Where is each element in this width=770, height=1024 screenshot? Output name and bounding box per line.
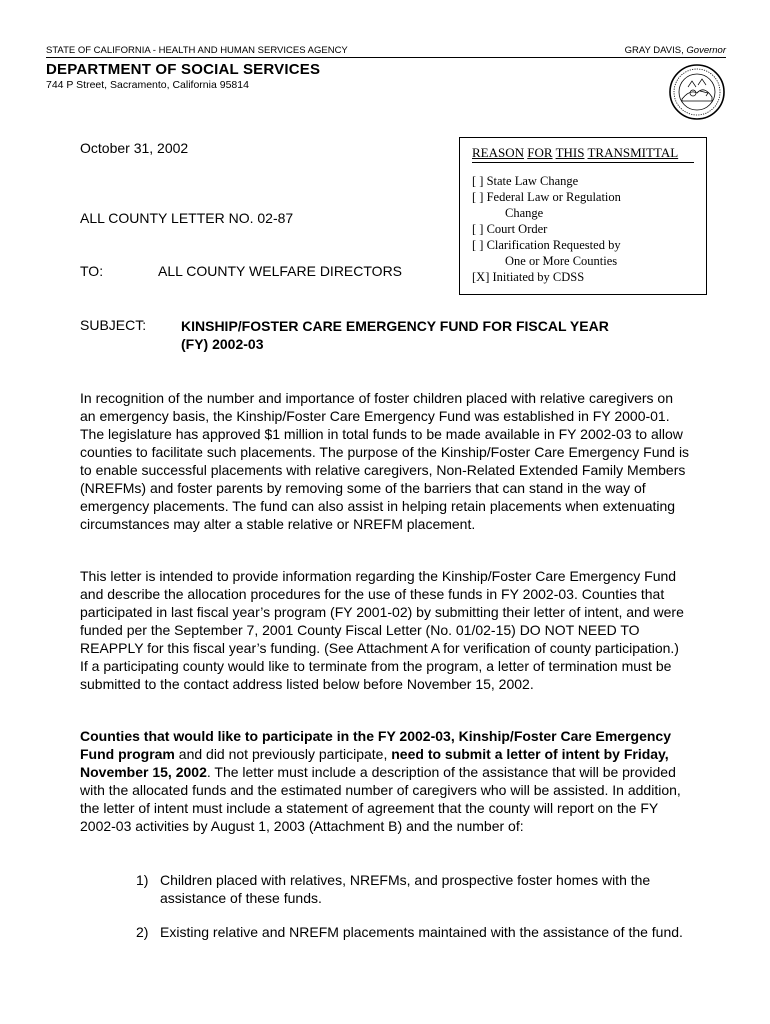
letter-number: ALL COUNTY LETTER NO. 02-87 <box>80 210 294 226</box>
list-item-number: 1) <box>136 872 149 888</box>
list-item-text: Children placed with relatives, NREFMs, and prospective foster homes with the <box>160 872 651 888</box>
reason-option-initiated-cdss: [X] Initiated by CDSS <box>472 270 585 284</box>
p3-bold-1: Counties that would like to participate in the FY 2002-03, Kinship/Foster Care Emergency Fund program <box>80 728 671 762</box>
p3-text-2: . The letter must include a description of the assistance that will be provided with the allocated funds and the estimated number of caregivers who will be assisted. In addition, the letter of intent must include a statement of agreement that the county will report on the FY 2002-03 activities by August 1, 2003 (Attachment B) and the number of: <box>80 764 681 834</box>
reason-header-word: FOR <box>527 145 553 160</box>
governor-line <box>625 45 726 57</box>
reason-header-word: REASON <box>472 145 525 160</box>
state-seal-icon <box>668 63 726 121</box>
subject-text <box>181 317 661 353</box>
reason-for-transmittal-box <box>459 137 707 295</box>
reason-header <box>472 145 694 163</box>
reason-header-word: THIS <box>555 145 585 160</box>
reason-option-federal-law-cont: Change <box>505 206 544 220</box>
agency-header <box>46 45 726 58</box>
department-name: DEPARTMENT OF SOCIAL SERVICES <box>46 61 321 78</box>
list-item <box>136 923 736 941</box>
letter-date: October 31, 2002 <box>80 140 189 156</box>
p3-text-1: and did not previously participate, <box>174 746 392 762</box>
to-recipient: ALL COUNTY WELFARE DIRECTORS <box>158 263 403 279</box>
reason-header-word: TRANSMITTAL <box>587 145 679 160</box>
list-item-text: Existing relative and NREFM placements maintained with the assistance of the fund. <box>160 924 683 940</box>
subject-label: SUBJECT: <box>80 317 147 333</box>
subject-line-2: (FY) 2002-03 <box>181 336 264 352</box>
body-paragraph-3 <box>80 727 690 835</box>
list-item-number: 2) <box>136 924 149 940</box>
list-item-text-cont: assistance of these funds. <box>160 890 322 906</box>
governor-name: GRAY DAVIS, <box>624 45 684 56</box>
department-address: 744 P Street, Sacramento, California 95814 <box>46 79 249 91</box>
subject-line-1: KINSHIP/FOSTER CARE EMERGENCY FUND FOR FISCAL YEAR <box>181 318 609 334</box>
reason-option-state-law: [ ] State Law Change <box>472 174 579 188</box>
agency-name: STATE OF CALIFORNIA - HEALTH AND HUMAN SERVICES AGENCY <box>46 45 348 56</box>
body-paragraph-1: In recognition of the number and importance of foster children placed with relative caregivers on an emergency basis, the Kinship/Foster Care Emergency Fund was established in FY 2000-01. The legislature has approved $1 million in total funds to be made available in FY 2002-03 to allow counties to facilitate such placements. The purpose of the Kinship/Foster Care Emergency Fund is to enable successful placements with relative caregivers, Non-Related Extended Family Members (NREFMs) and foster parents by removing some of the barriers that can stand in the way of emergency placements. The fund can also assist in helping retain placements when extenuating circumstances may alter a stable relative or NREFM placement. <box>80 390 690 532</box>
governor-title: Governor <box>686 45 726 56</box>
reason-option-clarification: [ ] Clarification Requested by <box>472 238 621 252</box>
p3-bold-2: need to submit a letter of intent by Friday, November 15, 2002 <box>80 746 669 780</box>
list-item <box>136 871 716 907</box>
body-paragraph-2: This letter is intended to provide information regarding the Kinship/Foster Care Emergency Fund and describe the allocation procedures for the use of these funds in FY 2002-03. Counties that participated in last fiscal year’s program (FY 2001-02) by submitting their letter of intent, and were funded per the September 7, 2001 County Fiscal Letter (No. 01/02-15) DO NOT NEED TO REAPPLY for this fiscal year’s funding. (See Attachment A for verification of county participation.) If a participating county would like to terminate from the program, a letter of termination must be submitted to the contact address listed below before November 15, 2002. <box>80 568 684 692</box>
to-label: TO: <box>80 263 104 279</box>
reason-option-federal-law: [ ] Federal Law or Regulation <box>472 190 621 204</box>
reason-option-court-order: [ ] Court Order <box>472 222 548 236</box>
reason-option-clarification-cont: One or More Counties <box>505 254 618 268</box>
